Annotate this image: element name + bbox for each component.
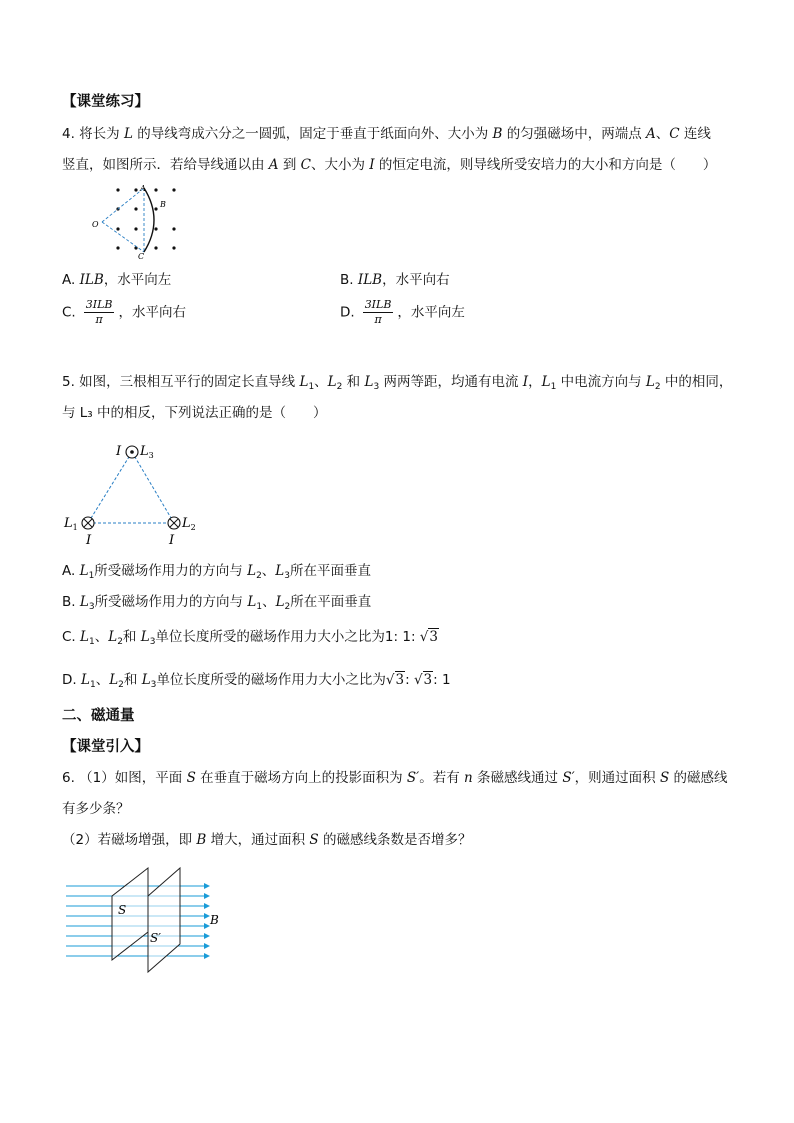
var-S-prime: S′ — [562, 770, 575, 786]
text: ，水平向左 — [103, 272, 172, 288]
numerator: 3ILB — [364, 298, 392, 311]
wire-L2-in-icon — [168, 517, 180, 529]
label-I-L3: I — [116, 444, 122, 459]
text: 、 — [261, 563, 276, 579]
label-B: B — [210, 913, 219, 927]
text: : 1 — [433, 672, 451, 688]
label-L1 — [63, 516, 78, 532]
var-L: L — [541, 374, 551, 390]
q5-option-d[interactable] — [62, 670, 451, 695]
text: 、 — [314, 374, 328, 390]
var-L: L — [109, 672, 119, 688]
radius-OA — [102, 188, 144, 222]
sub: 3 — [149, 637, 156, 647]
text: 的导线弯成六分之一圆弧，固定于垂直于纸面向外、大小为 — [132, 126, 493, 142]
var-L: L — [80, 672, 90, 688]
var-L: L — [123, 126, 133, 142]
label-L2 — [181, 516, 196, 532]
text: 、 — [262, 594, 276, 610]
sqrt: √3 — [413, 672, 433, 688]
arrow-icon — [204, 883, 210, 889]
q4-option-a[interactable] — [62, 270, 171, 290]
arrow-icon — [204, 953, 210, 959]
var-C: C — [300, 157, 311, 173]
text: 增大，通过面积 — [206, 832, 310, 848]
text: 所受磁场作用力的方向与 — [94, 594, 248, 610]
radius-OC — [102, 222, 144, 252]
text: 的匀强磁场中，两端点 — [502, 126, 647, 142]
text: : — [405, 672, 414, 688]
text: 、大小为 — [310, 157, 370, 173]
practice-header: 【课堂练习】 — [62, 94, 149, 110]
wire-L1-in-icon — [82, 517, 94, 529]
text: A. — [62, 272, 80, 288]
text: 6. （1）如图，平面 — [62, 770, 187, 786]
var-B: B — [492, 126, 503, 142]
var-S: S — [659, 770, 670, 786]
denominator: π — [374, 313, 382, 326]
q4-option-d[interactable] — [340, 298, 465, 327]
var-L: L — [299, 374, 309, 390]
side-L3-L1 — [88, 452, 132, 523]
field-dots — [116, 188, 175, 249]
q6-part2 — [62, 830, 471, 850]
sub: 1 — [256, 602, 263, 612]
var-I: I — [369, 157, 375, 173]
var-L: L — [275, 594, 285, 610]
text: 、 — [655, 126, 670, 142]
var-L: L — [645, 374, 655, 390]
text: ，水平向左 — [397, 304, 465, 321]
q4-line1 — [62, 124, 711, 144]
var-A: A — [646, 126, 656, 142]
var-L: L — [79, 594, 89, 610]
text: ，水平向右 — [382, 272, 450, 288]
radicand: 3 — [423, 672, 433, 688]
text: ，水平向右 — [118, 304, 186, 321]
var-L: L — [108, 629, 118, 645]
text: B. — [62, 594, 80, 610]
text: 的恒定电流，则导线所受安培力的大小和方向是（ ） — [374, 157, 717, 173]
sub: 2 — [256, 571, 262, 581]
q6-part1-line2: 有多少条？ — [62, 801, 130, 817]
text: C. — [62, 304, 76, 321]
sub: 2 — [284, 602, 291, 612]
label-I-L1: I — [86, 533, 92, 548]
sub: 3 — [284, 571, 290, 581]
section-title: 二、磁通量 — [62, 708, 135, 724]
var-L: L — [247, 594, 257, 610]
sub: 1 — [89, 680, 96, 690]
q5-line2: 与 L₃ 中的相反，下列说法正确的是（ ） — [62, 405, 327, 421]
q5-line1 — [62, 372, 732, 397]
denominator: π — [95, 313, 103, 326]
text: 单位长度所受的磁场作用力大小之比为 — [155, 629, 385, 645]
q6-flux-figure — [62, 862, 232, 972]
ratio: 1: 1: — [384, 629, 420, 645]
text: 所在平面垂直 — [290, 563, 371, 579]
radicand: 3 — [429, 629, 438, 645]
wire-L3-out-icon — [126, 446, 138, 458]
var-S: S — [309, 832, 319, 848]
text: 。若有 — [419, 770, 465, 786]
sub: 2 — [190, 523, 196, 532]
label: L — [64, 516, 73, 531]
text: 条磁感线通过 — [472, 770, 563, 786]
var-A: A — [268, 157, 279, 173]
var-L: L — [275, 563, 285, 579]
fraction — [363, 298, 394, 327]
text: 在垂直于磁场方向上的投影面积为 — [195, 770, 407, 786]
intro-header: 【课堂引入】 — [62, 739, 149, 755]
var-L: L — [327, 374, 337, 390]
text: 中的相同， — [660, 374, 733, 390]
text: 和 — [123, 672, 142, 688]
arrow-icon — [204, 933, 210, 939]
label-C: C — [138, 252, 145, 261]
text: 竖直，如图所示．若给导线通以由 — [62, 157, 269, 173]
text: 和 — [122, 629, 141, 645]
var-S: S — [186, 770, 196, 786]
sqrt: √3 — [385, 672, 405, 688]
arrow-icon — [204, 893, 210, 899]
q4-magnetic-field-figure — [88, 184, 198, 264]
text: 单位长度所受的磁场作用力大小之比为 — [156, 672, 386, 688]
text: 所受磁场作用力的方向与 — [94, 563, 248, 579]
sub: 1 — [72, 523, 78, 532]
q5-three-wires-figure — [62, 436, 212, 546]
var-C: C — [669, 126, 680, 142]
text: C. — [62, 629, 81, 645]
text: ， — [528, 374, 542, 390]
radicand: 3 — [395, 672, 405, 688]
label: L — [182, 516, 191, 531]
q4-option-c[interactable] — [62, 298, 186, 327]
text: 到 — [278, 157, 301, 173]
text: 的磁感线 — [669, 770, 728, 786]
label-I-L2: I — [169, 533, 175, 548]
text: ，则通过面积 — [574, 770, 660, 786]
q4-option-b[interactable] — [340, 270, 450, 290]
label-S: S — [118, 903, 127, 917]
var-B: B — [196, 832, 207, 848]
text: 、 — [95, 672, 110, 688]
var-L: L — [141, 672, 151, 688]
sub: 3 — [373, 382, 380, 392]
text: 中电流方向与 — [556, 374, 646, 390]
text: 、 — [94, 629, 109, 645]
label-L3 — [139, 444, 154, 460]
text: 的磁感线条数是否增多？ — [318, 832, 472, 848]
side-L3-L2 — [132, 452, 174, 523]
q4-line2 — [62, 155, 716, 175]
sub: 2 — [117, 637, 123, 647]
var-L: L — [247, 563, 257, 579]
var-n: n — [464, 770, 473, 786]
q5-option-c[interactable] — [62, 627, 439, 652]
numerator: 3ILB — [85, 298, 113, 311]
arrow-icon — [204, 903, 210, 909]
q6-part1-line1 — [62, 768, 728, 788]
expr: ILB — [79, 272, 104, 288]
arrow-icon — [204, 943, 210, 949]
sub: 1 — [88, 571, 95, 581]
text: 连线 — [679, 126, 711, 142]
sqrt: √3 — [419, 629, 438, 645]
fraction — [84, 298, 115, 327]
var-S-prime: S′ — [406, 770, 420, 786]
label: L — [140, 444, 149, 459]
q5-option-a[interactable] — [62, 561, 371, 586]
sub: 1 — [550, 382, 557, 392]
var-L: L — [140, 629, 150, 645]
sub: 1 — [88, 637, 95, 647]
text: 所在平面垂直 — [290, 594, 372, 610]
text: D. — [62, 672, 81, 688]
label-A: A — [140, 184, 146, 193]
text: 两两等距，均通有电流 — [379, 374, 523, 390]
label-B: B — [160, 200, 166, 209]
text: B. — [340, 272, 358, 288]
sub: 2 — [654, 382, 661, 392]
sub: 2 — [336, 382, 343, 392]
text: A. — [62, 563, 80, 579]
sub: 3 — [88, 602, 95, 612]
sub: 3 — [150, 680, 157, 690]
text: 和 — [342, 374, 365, 390]
sub: 1 — [308, 382, 315, 392]
var-L: L — [364, 374, 374, 390]
text: D. — [340, 304, 355, 321]
var-L: L — [80, 629, 89, 645]
label-O: O — [92, 220, 99, 229]
sub: 2 — [118, 680, 124, 690]
text: 4. 将长为 — [62, 126, 124, 142]
var-I: I — [522, 374, 529, 390]
wire-arc — [144, 188, 154, 252]
var-L: L — [79, 563, 89, 579]
sub: 3 — [148, 451, 154, 460]
expr: ILB — [357, 272, 383, 288]
q5-option-b[interactable] — [62, 592, 371, 617]
label-S-prime: S′ — [150, 931, 161, 945]
text: （2）若磁场增强，即 — [62, 832, 197, 848]
text: 5. 如图，三根相互平行的固定长直导线 — [62, 374, 300, 390]
